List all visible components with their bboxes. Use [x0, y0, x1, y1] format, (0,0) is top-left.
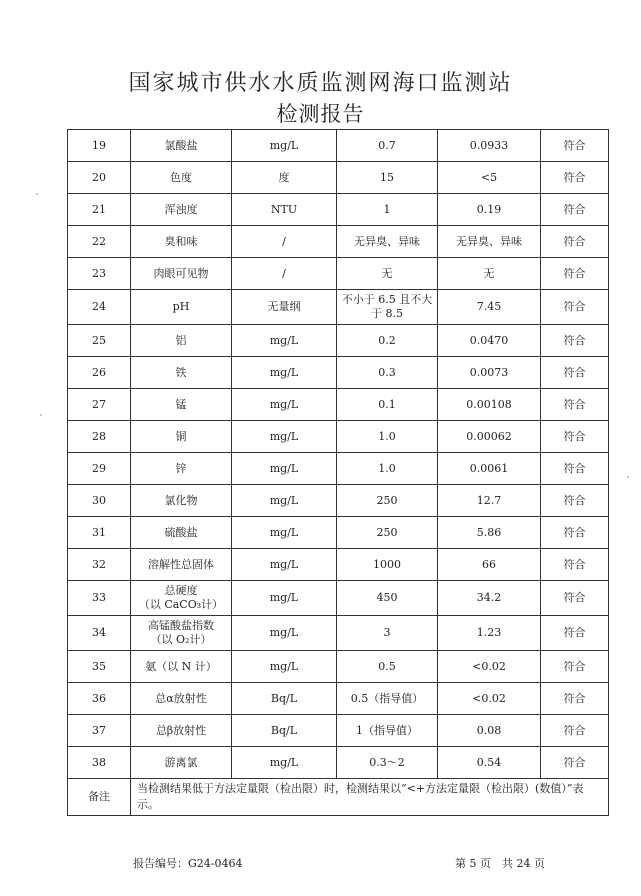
table-row [68, 747, 609, 779]
table-row [68, 325, 609, 357]
cell-result: 0.54 [438, 747, 541, 779]
cell-no: 25 [68, 325, 131, 357]
scan-speck [36, 193, 38, 195]
cell-verdict: 符合 [541, 357, 609, 389]
scan-speck [40, 414, 42, 416]
cell-unit: / [232, 226, 337, 258]
table-row [68, 616, 609, 651]
cell-item: 总β放射性 [131, 715, 232, 747]
cell-no: 22 [68, 226, 131, 258]
table-row [68, 715, 609, 747]
cell-result: <0.02 [438, 651, 541, 683]
cell-verdict: 符合 [541, 162, 609, 194]
cell-result: 66 [438, 549, 541, 581]
report-number: 报告编号：G24-0464 [133, 857, 243, 870]
table-row [68, 389, 609, 421]
cell-result: 0.00062 [438, 421, 541, 453]
cell-unit: mg/L [232, 616, 337, 651]
cell-result: 无异臭、异味 [438, 226, 541, 258]
cell-verdict: 符合 [541, 549, 609, 581]
table-row [68, 453, 609, 485]
cell-result: 0.0061 [438, 453, 541, 485]
cell-verdict: 符合 [541, 517, 609, 549]
cell-result: 0.0073 [438, 357, 541, 389]
cell-limit: 1 [337, 194, 438, 226]
cell-limit: 无异臭、异味 [337, 226, 438, 258]
table-row [68, 226, 609, 258]
cell-no: 30 [68, 485, 131, 517]
cell-item: 浑浊度 [131, 194, 232, 226]
cell-no: 21 [68, 194, 131, 226]
cell-result: 12.7 [438, 485, 541, 517]
note-text: 当检测结果低于方法定量限（检出限）时，检测结果以“<+方法定量限（检出限）(数值）”表示。 [131, 779, 609, 816]
cell-unit: mg/L [232, 581, 337, 616]
cell-unit: mg/L [232, 453, 337, 485]
cell-unit: mg/L [232, 517, 337, 549]
cell-verdict: 符合 [541, 421, 609, 453]
cell-result: 无 [438, 258, 541, 290]
cell-limit: 15 [337, 162, 438, 194]
note-label: 备注 [68, 779, 131, 816]
cell-verdict: 符合 [541, 683, 609, 715]
cell-unit: mg/L [232, 421, 337, 453]
cell-item [131, 581, 232, 616]
table-row [68, 421, 609, 453]
cell-no: 37 [68, 715, 131, 747]
cell-item: 硫酸盐 [131, 517, 232, 549]
cell-item [131, 616, 232, 651]
table-row [68, 357, 609, 389]
cell-verdict: 符合 [541, 581, 609, 616]
cell-unit: mg/L [232, 130, 337, 162]
cell-limit: 1.0 [337, 421, 438, 453]
cell-verdict: 符合 [541, 651, 609, 683]
cell-unit: mg/L [232, 357, 337, 389]
cell-limit: 0.7 [337, 130, 438, 162]
cell-verdict: 符合 [541, 715, 609, 747]
cell-verdict: 符合 [541, 290, 609, 325]
report-title: 检测报告 [276, 102, 365, 126]
cell-result: 0.00108 [438, 389, 541, 421]
cell-verdict: 符合 [541, 226, 609, 258]
cell-item-line2: （以 CaCO₃计） [138, 598, 224, 611]
cell-result: 0.0933 [438, 130, 541, 162]
cell-result: 0.08 [438, 715, 541, 747]
cell-unit: mg/L [232, 485, 337, 517]
cell-no: 23 [68, 258, 131, 290]
cell-unit: Bq/L [232, 683, 337, 715]
table-row [68, 290, 609, 325]
cell-item: 铝 [131, 325, 232, 357]
cell-item: 锰 [131, 389, 232, 421]
cell-limit: 0.3～2 [337, 747, 438, 779]
table-row [68, 194, 609, 226]
cell-verdict: 符合 [541, 325, 609, 357]
scan-speck [627, 476, 629, 478]
table-row [68, 549, 609, 581]
cell-limit: 0.5（指导值） [337, 683, 438, 715]
cell-no: 27 [68, 389, 131, 421]
cell-no: 31 [68, 517, 131, 549]
cell-limit: 0.5 [337, 651, 438, 683]
cell-item: 氯化物 [131, 485, 232, 517]
cell-item: 铁 [131, 357, 232, 389]
cell-no: 32 [68, 549, 131, 581]
cell-item: 游离氯 [131, 747, 232, 779]
cell-limit: 1.0 [337, 453, 438, 485]
cell-verdict: 符合 [541, 258, 609, 290]
cell-limit: 250 [337, 485, 438, 517]
cell-verdict: 符合 [541, 453, 609, 485]
cell-item: 锌 [131, 453, 232, 485]
cell-unit: mg/L [232, 747, 337, 779]
cell-result: 7.45 [438, 290, 541, 325]
table-row [68, 683, 609, 715]
table-row [68, 581, 609, 616]
cell-limit: 0.1 [337, 389, 438, 421]
cell-no: 33 [68, 581, 131, 616]
cell-item: 色度 [131, 162, 232, 194]
org-title: 国家城市供水水质监测网海口监测站 [128, 71, 513, 96]
cell-limit: 3 [337, 616, 438, 651]
note-row [68, 779, 609, 816]
cell-limit: 1000 [337, 549, 438, 581]
cell-verdict: 符合 [541, 747, 609, 779]
cell-item-line1: 总硬度 [164, 584, 198, 597]
cell-item: 溶解性总固体 [131, 549, 232, 581]
cell-result: 0.0470 [438, 325, 541, 357]
cell-item: 氯酸盐 [131, 130, 232, 162]
table-row [68, 258, 609, 290]
cell-no: 38 [68, 747, 131, 779]
cell-result: <0.02 [438, 683, 541, 715]
cell-limit: 不小于 6.5 且不大于 8.5 [337, 290, 438, 325]
cell-item-line1: 高锰酸盐指数 [148, 619, 214, 632]
results-table-body [68, 130, 609, 779]
cell-result: 34.2 [438, 581, 541, 616]
table-row [68, 517, 609, 549]
cell-limit: 450 [337, 581, 438, 616]
cell-no: 35 [68, 651, 131, 683]
cell-no: 28 [68, 421, 131, 453]
cell-result: 0.19 [438, 194, 541, 226]
cell-unit: mg/L [232, 325, 337, 357]
cell-unit: NTU [232, 194, 337, 226]
table-row [68, 485, 609, 517]
cell-no: 20 [68, 162, 131, 194]
table-row [68, 162, 609, 194]
table-row [68, 651, 609, 683]
cell-no: 19 [68, 130, 131, 162]
cell-verdict: 符合 [541, 616, 609, 651]
cell-limit: 1（指导值） [337, 715, 438, 747]
results-table [67, 129, 609, 816]
cell-item: pH [131, 290, 232, 325]
cell-item: 铜 [131, 421, 232, 453]
cell-no: 34 [68, 616, 131, 651]
cell-item-line2: （以 O₂计） [150, 633, 212, 646]
cell-unit: 度 [232, 162, 337, 194]
cell-limit: 0.2 [337, 325, 438, 357]
cell-verdict: 符合 [541, 485, 609, 517]
cell-no: 26 [68, 357, 131, 389]
page-number: 第 5 页 共 24 页 [455, 857, 545, 870]
cell-unit: 无量纲 [232, 290, 337, 325]
cell-verdict: 符合 [541, 130, 609, 162]
cell-item: 臭和味 [131, 226, 232, 258]
cell-limit: 0.3 [337, 357, 438, 389]
cell-no: 29 [68, 453, 131, 485]
cell-item: 总α放射性 [131, 683, 232, 715]
cell-no: 36 [68, 683, 131, 715]
cell-limit: 无 [337, 258, 438, 290]
cell-verdict: 符合 [541, 194, 609, 226]
cell-unit: / [232, 258, 337, 290]
cell-unit: Bq/L [232, 715, 337, 747]
cell-result: 1.23 [438, 616, 541, 651]
cell-unit: mg/L [232, 549, 337, 581]
cell-unit: mg/L [232, 389, 337, 421]
cell-result: 5.86 [438, 517, 541, 549]
cell-unit: mg/L [232, 651, 337, 683]
table-row [68, 130, 609, 162]
cell-result: <5 [438, 162, 541, 194]
cell-verdict: 符合 [541, 389, 609, 421]
cell-item: 氨（以 N 计） [131, 651, 232, 683]
cell-item: 肉眼可见物 [131, 258, 232, 290]
cell-no: 24 [68, 290, 131, 325]
cell-limit: 250 [337, 517, 438, 549]
